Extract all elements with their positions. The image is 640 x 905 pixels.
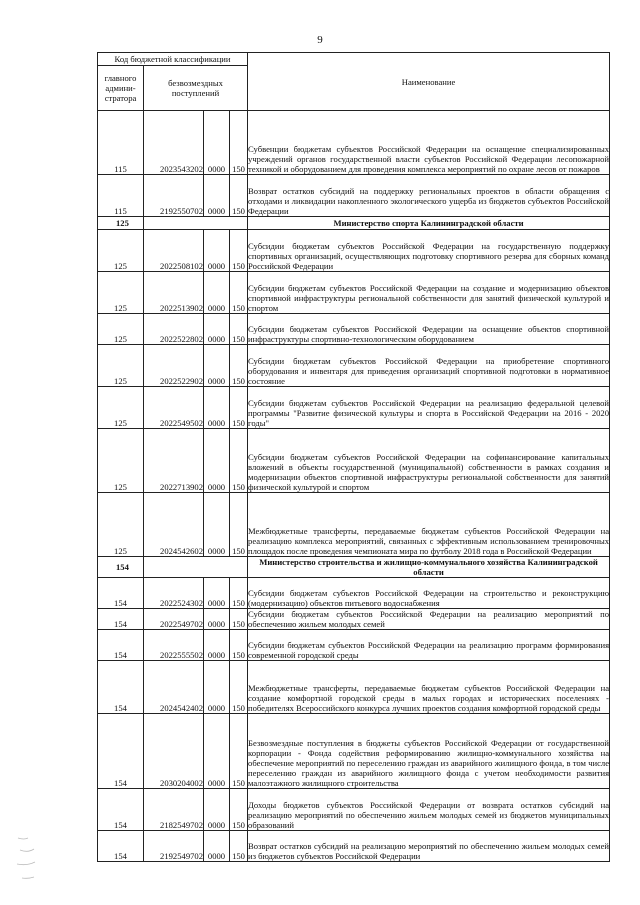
table-row bbox=[98, 714, 610, 789]
type-code: 150 bbox=[230, 493, 248, 557]
type-code: 150 bbox=[230, 789, 248, 831]
table-body bbox=[98, 111, 610, 862]
income-description: Субсидии бюджетам субъектов Российской Федерации на реализацию федеральной целевой программы "Развитие физической культуры и спорта в Российской Федерации на 2016 - 2020 годы" bbox=[248, 387, 610, 429]
table-row bbox=[98, 661, 610, 714]
program-code: 0000 bbox=[204, 609, 230, 630]
section-title: Министерство спорта Калининградской области bbox=[248, 217, 610, 230]
income-description: Субсидии бюджетам субъектов Российской Федерации на софинансирование капитальных вложений в объекты государственной (муниципальной) собственности в рамках создания и модернизации объектов спортивной инфраструктуры региональной собственности для занятий физической культурой и спортом bbox=[248, 429, 610, 493]
income-code: 2182549702 bbox=[144, 789, 204, 831]
table-row bbox=[98, 387, 610, 429]
table-row bbox=[98, 272, 610, 314]
income-description: Субсидии бюджетам субъектов Российской Федерации на реализацию мероприятий по обеспечению жильем молодых семей bbox=[248, 609, 610, 629]
header-admin: главного админи-стратора bbox=[98, 66, 144, 111]
income-description: Возврат остатков субсидий на реализацию мероприятий по обеспечению жильем молодых семей из бюджетов субъектов Российской Федерации bbox=[248, 831, 610, 862]
table-row bbox=[98, 429, 610, 493]
program-code: 0000 bbox=[204, 387, 230, 429]
income-description: Субсидии бюджетам субъектов Российской Федерации на реализацию программ формирования современной городской среды bbox=[248, 630, 610, 661]
admin-code: 154 bbox=[98, 789, 144, 831]
type-code: 150 bbox=[230, 429, 248, 493]
type-code: 150 bbox=[230, 630, 248, 661]
page-number: 9 bbox=[317, 34, 323, 46]
income-description: Субсидии бюджетам субъектов Российской Федерации на создание и модернизацию объектов спортивной инфраструктуры региональной собственности для занятий физической культурой и спортом bbox=[248, 272, 610, 314]
type-code: 150 bbox=[230, 387, 248, 429]
income-code: 2022713902 bbox=[144, 429, 204, 493]
admin-code: 125 bbox=[98, 493, 144, 557]
type-code: 150 bbox=[230, 831, 248, 862]
income-description: Субвенции бюджетам субъектов Российской Федерации на оснащение специализированных учреждений органов государственной власти субъектов Российской Федерации лесопожарной техникой и оборудованием для проведения комплекса мероприятий по охране лесов от пожаров bbox=[248, 111, 610, 175]
program-code: 0000 bbox=[204, 578, 230, 609]
table-row bbox=[98, 789, 610, 831]
admin-code: 115 bbox=[98, 175, 144, 217]
type-code: 150 bbox=[230, 175, 248, 217]
program-code: 0000 bbox=[204, 272, 230, 314]
program-code: 0000 bbox=[204, 175, 230, 217]
income-code: 2022524302 bbox=[144, 578, 204, 609]
type-code: 150 bbox=[230, 714, 248, 789]
program-code: 0000 bbox=[204, 630, 230, 661]
program-code: 0000 bbox=[204, 314, 230, 345]
type-code: 150 bbox=[230, 314, 248, 345]
type-code: 150 bbox=[230, 609, 248, 630]
income-description: Межбюджетные трансферты, передаваемые бюджетам субъектов Российской Федерации на реализацию комплекса мероприятий, связанных с эффективным использованием тренировочных площадок после проведения чемпионата мира по футболу 2018 года в Российской Федерации bbox=[248, 493, 610, 557]
program-code: 0000 bbox=[204, 831, 230, 862]
table-row bbox=[98, 230, 610, 272]
income-code: 2192549702 bbox=[144, 831, 204, 862]
admin-code: 125 bbox=[98, 429, 144, 493]
program-code: 0000 bbox=[204, 429, 230, 493]
section-title: Министерство строительства и жилищно-коммунального хозяйства Калининградской области bbox=[248, 557, 610, 578]
program-code: 0000 bbox=[204, 493, 230, 557]
admin-code: 125 bbox=[98, 387, 144, 429]
program-code: 0000 bbox=[204, 661, 230, 714]
margin-scribble bbox=[14, 830, 44, 890]
income-description: Безвозмездные поступления в бюджеты субъектов Российской Федерации от государственной корпорации - Фонда содействия реформированию жилищно-коммунального хозяйства на обеспечение мероприятий по переселению граждан из аварийного жилищного фонда, в том числе переселению граждан из аварийного жилищного фонда с учетом необходимости развития малоэтажного жилищного строительства bbox=[248, 714, 610, 789]
admin-code: 154 bbox=[98, 630, 144, 661]
program-code: 0000 bbox=[204, 111, 230, 175]
income-description: Субсидии бюджетам субъектов Российской Федерации на приобретение спортивного оборудования и инвентаря для приведения организаций спортивной подготовки в нормативное состояние bbox=[248, 345, 610, 387]
table-row bbox=[98, 609, 610, 630]
admin-code: 125 bbox=[98, 230, 144, 272]
section-admin-code: 125 bbox=[98, 217, 144, 230]
admin-code: 154 bbox=[98, 609, 144, 630]
income-description: Доходы бюджетов субъектов Российской Федерации от возврата остатков субсидий на реализацию мероприятий по обеспечению жильем молодых семей из бюджетов муниципальных образований bbox=[248, 789, 610, 831]
income-code: 2022522802 bbox=[144, 314, 204, 345]
income-code: 2022513902 bbox=[144, 272, 204, 314]
income-code: 2022508102 bbox=[144, 230, 204, 272]
program-code: 0000 bbox=[204, 345, 230, 387]
table-row bbox=[98, 314, 610, 345]
income-description: Субсидии бюджетам субъектов Российской Федерации на государственную поддержку спортивных организаций, осуществляющих подготовку спортивного резерва для сборных команд Российской Федерации bbox=[248, 230, 610, 272]
admin-code: 125 bbox=[98, 345, 144, 387]
admin-code: 154 bbox=[98, 831, 144, 862]
income-description: Субсидии бюджетам субъектов Российской Федерации на строительство и реконструкцию (модернизацию) объектов питьевого водоснабжения bbox=[248, 578, 610, 609]
section-admin-code: 154 bbox=[98, 557, 144, 578]
income-code: 2022555502 bbox=[144, 630, 204, 661]
income-description: Субсидии бюджетам субъектов Российской Федерации на оснащение объектов спортивной инфраструктуры спортивно-технологическим оборудованием bbox=[248, 314, 610, 345]
table-row bbox=[98, 630, 610, 661]
program-code: 0000 bbox=[204, 714, 230, 789]
income-code: 2022549702 bbox=[144, 609, 204, 630]
admin-code: 154 bbox=[98, 661, 144, 714]
income-description: Возврат остатков субсидий на поддержку региональных проектов в области обращения с отходами и ликвидации накопленного экологического ущерба из бюджетов субъектов Российской Федерации bbox=[248, 175, 610, 217]
table-row bbox=[98, 493, 610, 557]
admin-code: 154 bbox=[98, 578, 144, 609]
type-code: 150 bbox=[230, 578, 248, 609]
budget-classification-table bbox=[97, 52, 610, 862]
income-code: 2192550702 bbox=[144, 175, 204, 217]
type-code: 150 bbox=[230, 272, 248, 314]
program-code: 0000 bbox=[204, 789, 230, 831]
header-name: Наименование bbox=[248, 53, 610, 111]
admin-code: 125 bbox=[98, 272, 144, 314]
section-spacer bbox=[144, 557, 248, 578]
header-income: безвозмездных поступлений bbox=[144, 66, 248, 111]
income-code: 2024542602 bbox=[144, 493, 204, 557]
income-code: 2030204002 bbox=[144, 714, 204, 789]
income-code: 2022549502 bbox=[144, 387, 204, 429]
income-code: 2022522902 bbox=[144, 345, 204, 387]
table-row bbox=[98, 175, 610, 217]
header-code-classification: Код бюджетной классификации bbox=[98, 53, 248, 66]
type-code: 150 bbox=[230, 661, 248, 714]
table-row bbox=[98, 831, 610, 862]
admin-code: 154 bbox=[98, 714, 144, 789]
admin-code: 115 bbox=[98, 111, 144, 175]
type-code: 150 bbox=[230, 111, 248, 175]
type-code: 150 bbox=[230, 230, 248, 272]
program-code: 0000 bbox=[204, 230, 230, 272]
admin-code: 125 bbox=[98, 314, 144, 345]
section-row bbox=[98, 557, 610, 578]
section-row bbox=[98, 217, 610, 230]
income-code: 2024542402 bbox=[144, 661, 204, 714]
table-row bbox=[98, 345, 610, 387]
table-row bbox=[98, 111, 610, 175]
income-code: 2023543202 bbox=[144, 111, 204, 175]
section-spacer bbox=[144, 217, 248, 230]
type-code: 150 bbox=[230, 345, 248, 387]
table-row bbox=[98, 578, 610, 609]
income-description: Межбюджетные трансферты, передаваемые бюджетам субъектов Российской Федерации на создание комфортной городской среды в малых городах и исторических поселениях - победителях Всероссийского конкурса лучших проектов создания комфортной городской среды bbox=[248, 661, 610, 714]
